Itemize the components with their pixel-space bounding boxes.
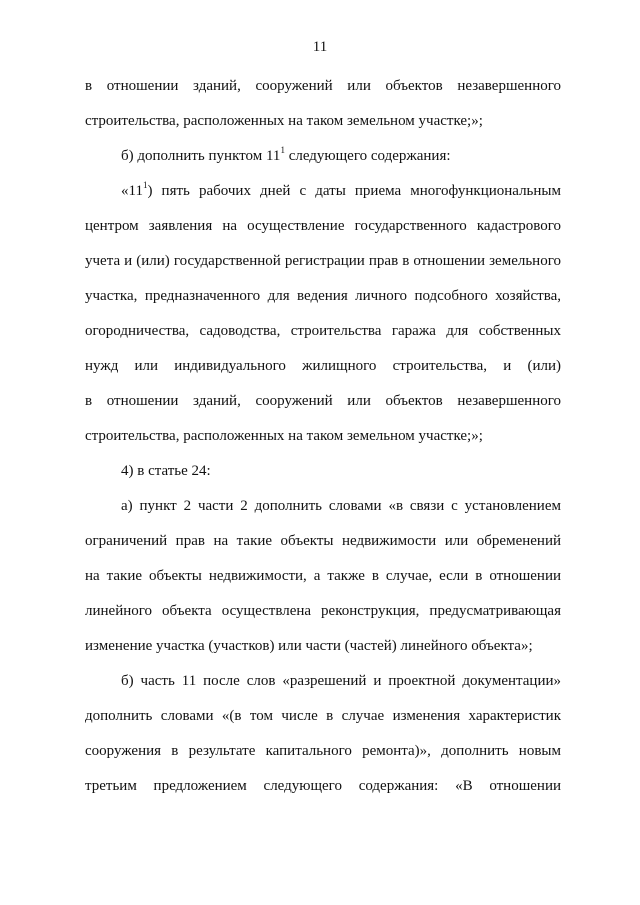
superscript: 1	[142, 180, 148, 190]
text-line: центром заявления на осуществление государственного кадастрового	[85, 218, 561, 234]
text-line: на такие объекты недвижимости, а также в случае, если в отношении	[85, 568, 561, 584]
text-line: ограничений прав на такие объекты недвижимости или обременений	[85, 533, 561, 549]
text-line: строительства, расположенных на таком земельном участке;»;	[85, 113, 483, 129]
text-line: сооружения в результате капитального ремонта)», дополнить новым	[85, 743, 561, 759]
text-line: учета и (или) государственной регистрации прав в отношении земельного	[85, 253, 561, 269]
paragraph-start-line	[121, 147, 561, 165]
text-span: б) дополнить пунктом 11	[121, 148, 281, 164]
paragraph-start-line	[121, 182, 561, 200]
text-line: третьим предложением следующего содержания: «В отношении	[85, 778, 561, 794]
text-line: в отношении зданий, сооружений или объектов незавершенного	[85, 78, 561, 94]
text-line: дополнить словами «(в том числе в случае изменения характеристик	[85, 708, 561, 724]
text-span: следующего содержания:	[284, 148, 451, 164]
text-line: огородничества, садоводства, строительства гаража для собственных	[85, 323, 561, 339]
superscript: 1	[280, 145, 285, 155]
paragraph-start-line: а) пункт 2 части 2 дополнить словами «в связи с установлением	[121, 498, 561, 514]
text-span: ) пять рабочих дней с даты приема многофункциональным	[147, 183, 561, 199]
text-line: нужд или индивидуального жилищного строительства, и (или)	[85, 358, 561, 374]
text-line: линейного объекта осуществлена реконструкция, предусматривающая	[85, 603, 561, 619]
text-line: строительства, расположенных на таком земельном участке;»;	[85, 428, 483, 444]
text-line: участка, предназначенного для ведения личного подсобного хозяйства,	[85, 288, 561, 304]
text-line: в отношении зданий, сооружений или объектов незавершенного	[85, 393, 561, 409]
text-span: «11	[121, 183, 143, 199]
paragraph-start-line: б) часть 11 после слов «разрешений и проектной документации»	[121, 673, 561, 689]
page-number: 11	[312, 39, 328, 55]
text-line: изменение участка (участков) или части (частей) линейного объекта»;	[85, 638, 533, 654]
paragraph-start-line: 4) в статье 24:	[121, 463, 211, 479]
